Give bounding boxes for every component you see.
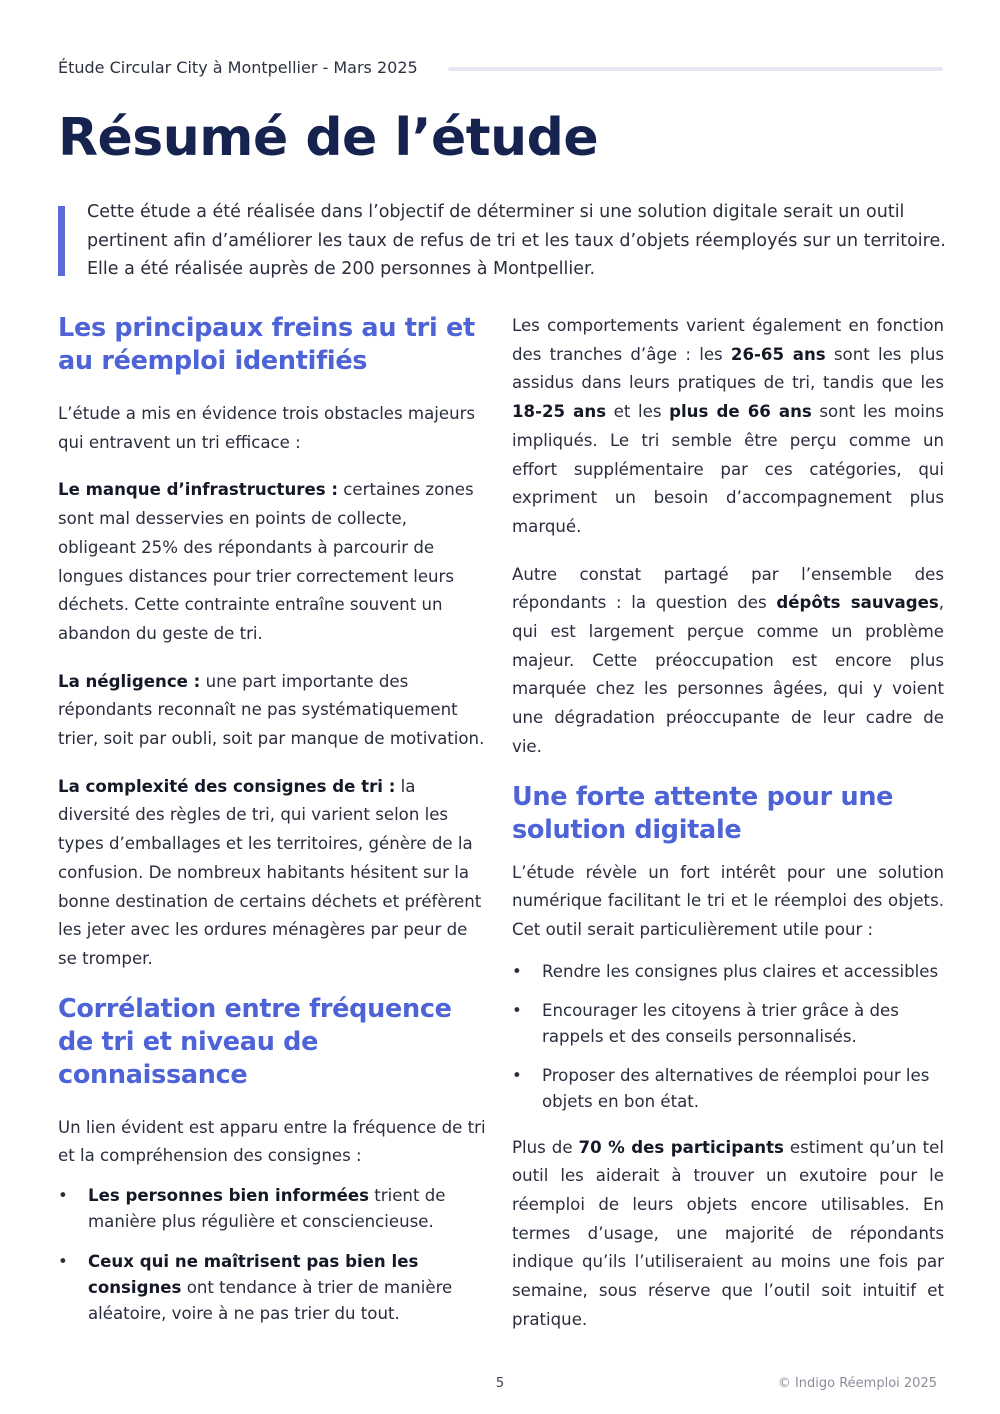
list-item: • Rendre les consignes plus claires et accessibles	[512, 959, 944, 985]
heading-obstacles: Les principaux freins au tri et au réemploi identifiés	[58, 313, 475, 376]
page-header	[58, 58, 943, 80]
list-item: • Les personnes bien informées trient de manière plus régulière et consciencieuse.	[58, 1183, 490, 1235]
bullet-icon: •	[512, 961, 522, 981]
illegal-dumping-paragraph: Autre constat partagé par l’ensemble des répondants : la question des dépôts sauvages, qui est largement perçue comme un problème majeur. Cette préoccupation est encore plus marquée chez les personnes âgées, qui y voient une dégradation préoccupante de leur cadre de vie.	[512, 564, 944, 756]
intro-text: Cette étude a été réalisée dans l’objectif de déterminer si une solution digitale serait un outil pertinent afin d’améliorer les taux de refus de tri et les taux d’objets réemployés sur un territoire. Elle a été réalisée auprès de 200 personnes à Montpellier.	[87, 202, 946, 279]
obstacle-negligence	[58, 668, 490, 754]
bullet-icon: •	[58, 1252, 68, 1272]
list-item: • Ceux qui ne maîtrisent pas bien les consignes ont tendance à trier de manière aléatoire, voire à ne pas trier du tout.	[58, 1249, 490, 1327]
list-item: • Proposer des alternatives de réemploi pour les objets en bon état.	[512, 1063, 944, 1115]
bullet-icon: •	[512, 1000, 522, 1020]
digital-solution-intro: L’étude révèle un fort intérêt pour une solution numérique facilitant le tri et le réemploi des objets. Cet outil serait particulièrement utile pour :	[512, 862, 944, 939]
correlation-list	[58, 1183, 490, 1327]
header-rule	[448, 67, 943, 71]
bullet-icon: •	[58, 1186, 68, 1206]
age-behaviour-paragraph: Les comportements varient également en fonction des tranches d’âge : les 26-65 ans sont les plus assidus dans leurs pratiques de tri, tandis que les 18-25 ans et les plus de 66 ans sont les moins impliqués. Le tri semble être perçu comme un effort supplémentaire par ces catégories, qui expriment un besoin d’accompagnement plus marqué.	[512, 316, 944, 536]
obstacle-infrastructure-label: Le manque d’infrastructures :	[58, 480, 339, 500]
obstacle-infrastructure	[58, 476, 490, 648]
right-column	[512, 312, 944, 1335]
heading-digital-solution: Une forte attente pour une solution digitale	[512, 781, 894, 845]
correlation-intro: Un lien évident est apparu entre la fréquence de tri et la compréhension des consignes :	[58, 1117, 486, 1166]
copyright: © Indigo Réemploi 2025	[777, 1376, 937, 1391]
obstacles-intro: L’étude a mis en évidence trois obstacles majeurs qui entravent un tri efficace :	[58, 404, 476, 452]
bullet-icon: •	[512, 1065, 522, 1085]
heading-correlation: Corrélation entre fréquence de tri et niveau de connaissance	[58, 993, 452, 1090]
closing-paragraph: Plus de 70 % des participants estiment qu’un tel outil les aiderait à trouver un exutoire pour le réemploi de leurs objets encore utilisables. En termes d’usage, une majorité de répondants indique qu’ils l’utiliseraient au moins une fois par semaine, sous réserve que l’outil soit intuitif et pratique.	[512, 1137, 944, 1329]
list-item: • Encourager les citoyens à trier grâce à des rappels et des conseils personnalisés.	[512, 998, 944, 1050]
digital-solution-list	[512, 959, 944, 1115]
intro-callout	[58, 198, 946, 284]
obstacle-complexity-text: la diversité des règles de tri, qui varient selon les types d’emballages et les territoires, génère de la confusion. De nombreux habitants hésitent sur la bonne destination de certains déchets et préfèrent les jeter avec les ordures ménagères par peur de se tromper.	[58, 776, 482, 968]
page-title: Résumé de l’étude	[58, 108, 599, 168]
obstacle-complexity	[58, 773, 490, 974]
obstacle-complexity-label: La complexité des consignes de tri :	[58, 776, 396, 796]
obstacle-infrastructure-text: certaines zones sont mal desservies en points de collecte, obligeant 25% des répondants à parcourir de longues distances pour trier correctement leurs déchets. Cette contrainte entraîne souvent un abandon du geste de tri.	[58, 480, 474, 643]
obstacle-negligence-text: une part importante des répondants reconnaît ne pas systématiquement trier, soit par oubli, soit par manque de motivation.	[58, 671, 485, 749]
left-column	[58, 312, 490, 1327]
header-title: Étude Circular City à Montpellier - Mars 2025	[58, 58, 418, 77]
obstacle-negligence-label: La négligence :	[58, 671, 201, 691]
page-number: 5	[495, 1376, 505, 1391]
intro-accent-bar	[58, 206, 65, 276]
